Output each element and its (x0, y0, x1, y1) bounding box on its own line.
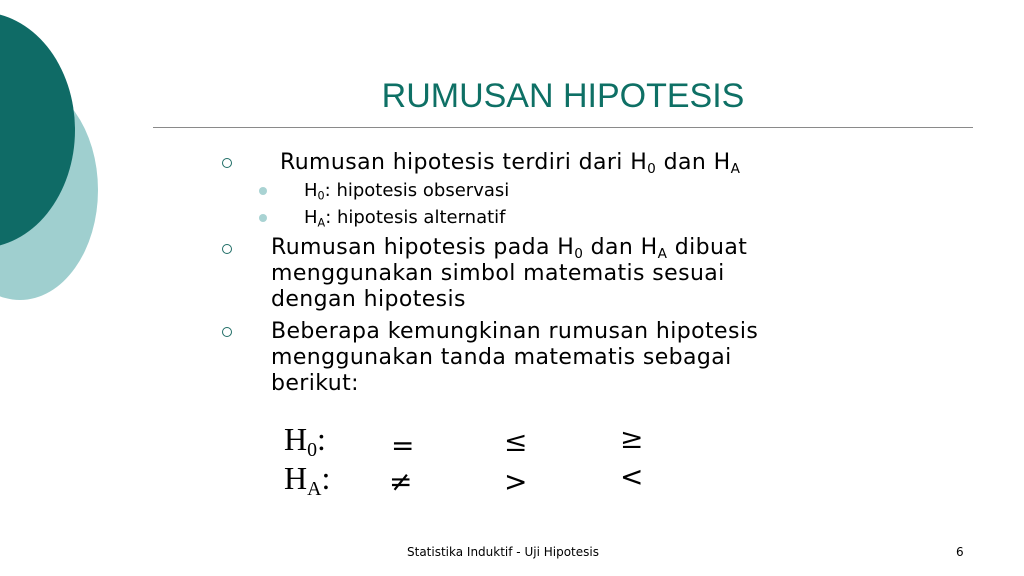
bullet-2-line-1: Rumusan hipotesis pada $H_0$ dan $H_A$ dibuat (271, 235, 748, 263)
sub-bullet-ha-text: $H_A$: hipotesis alternatif (304, 207, 506, 230)
footer-text: Statistika Induktif - Uji Hipotesis (407, 545, 599, 559)
sub-bullet-dot-icon (259, 187, 267, 195)
h0-label: $H_0$: (284, 421, 326, 461)
greater-than-symbol: > (504, 465, 528, 498)
slide-title: RUMUSAN HIPOTESIS (381, 77, 745, 115)
equal-symbol: = (391, 429, 415, 462)
bullet-3-line-3: berikut: (271, 371, 359, 396)
bullet-2-line-3: dengan hipotesis (271, 287, 466, 312)
bullet-ring-icon (222, 244, 232, 254)
bullet-ring-icon (222, 327, 232, 337)
bullet-3-line-1: Beberapa kemungkinan rumusan hipotesis (271, 319, 759, 344)
greater-equal-symbol: ≥ (620, 422, 644, 455)
sub-bullet-dot-icon (259, 214, 267, 222)
bullet-3-line-2: menggunakan tanda matematis sebagai (271, 345, 732, 370)
bullet-1-text: Rumusan hipotesis terdiri dari $H_0$ dan $H_A$ (280, 150, 741, 178)
bullet-2-line-2: menggunakan simbol matematis sesuai (271, 261, 725, 286)
page-number: 6 (956, 545, 964, 559)
sub-bullet-h0-text: $H_0$: hipotesis observasi (304, 180, 510, 203)
less-than-symbol: < (620, 460, 644, 493)
not-equal-symbol: ≠ (389, 465, 413, 498)
ha-label: $H_A$: (284, 460, 331, 500)
less-equal-symbol: ≤ (504, 425, 528, 458)
bullet-ring-icon (222, 158, 232, 168)
